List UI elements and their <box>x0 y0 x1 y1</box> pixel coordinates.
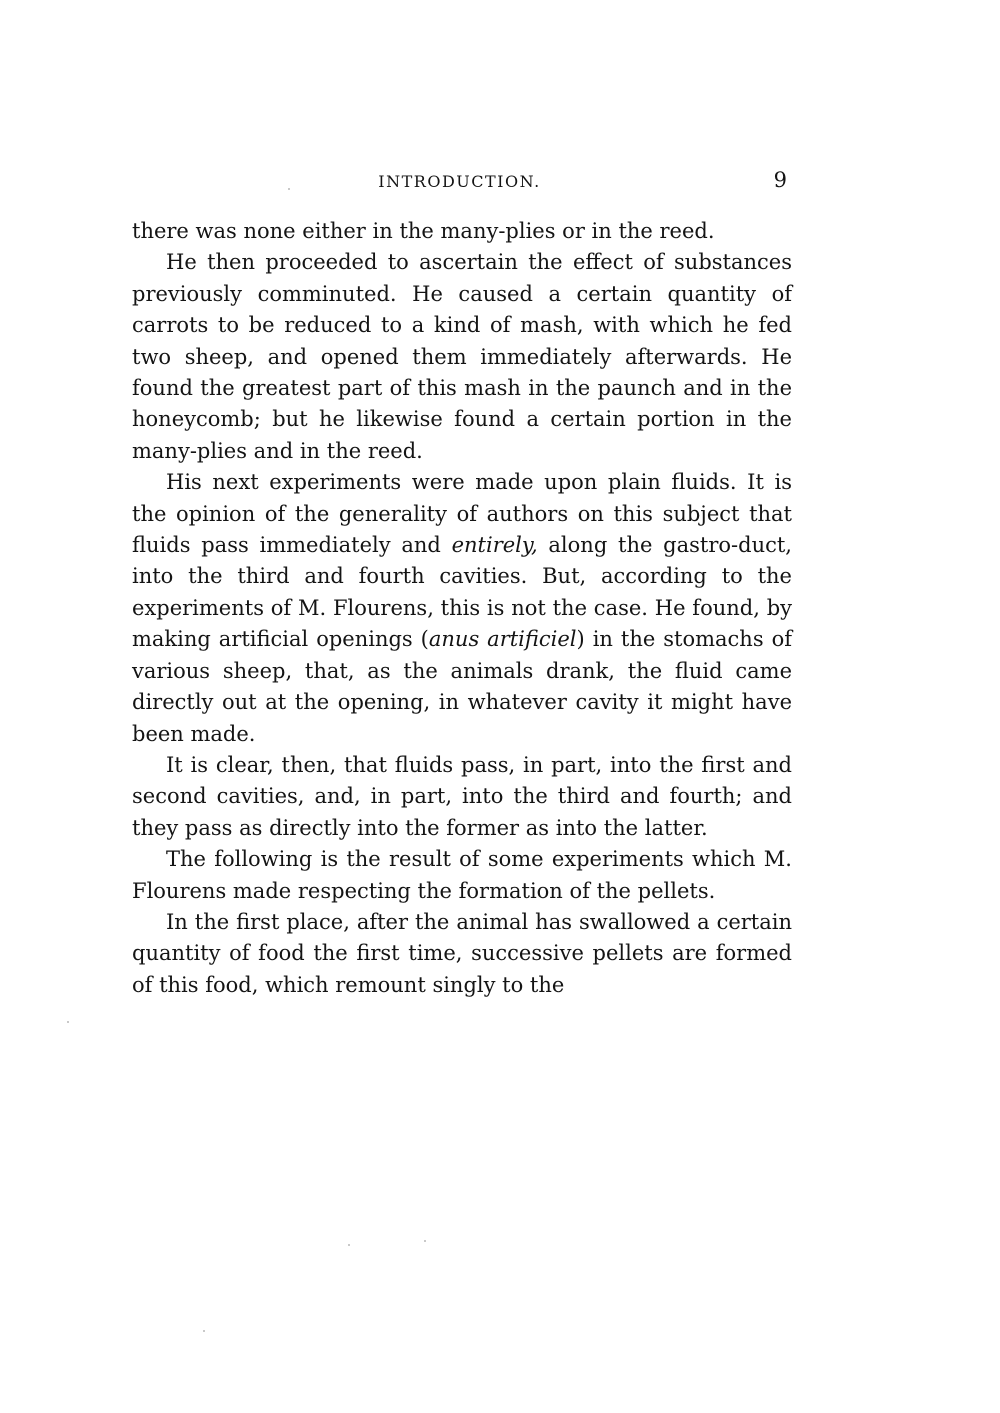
text-run: The following is the result of some experiments which M. Flourens made respecting the formation of the pellets. <box>132 847 792 903</box>
paragraph <box>132 467 792 750</box>
paper-speck <box>203 1330 205 1332</box>
paragraph <box>132 750 792 844</box>
paragraph <box>132 216 792 247</box>
paragraph <box>132 907 792 1001</box>
running-title: INTRODUCTION. <box>378 172 541 191</box>
paragraph <box>132 247 792 467</box>
paper-speck <box>348 1244 350 1246</box>
text-run: His next experiments were made upon plain fluids. It is the opinion of the generality of authors on this subject that fluids pass immediately and <box>132 470 792 558</box>
italic-run: anus artificiel <box>428 627 577 652</box>
body-text <box>132 216 792 1001</box>
text-run: It is clear, then, that fluids pass, in part, into the first and second cavities, and, in part, into the third and fourth; and they pass as directly into the former as into the latter. <box>132 752 792 840</box>
paragraph <box>132 844 792 907</box>
text-run: In the first place, after the animal has swallowed a certain quantity of food the first time, successive pellets are formed of this food, which remount singly to the <box>132 909 792 997</box>
text-run: He then proceeded to ascertain the effect of substances previously comminuted. He caused a certain quantity of carrots to be reduced to a kind of mash, with which he fed two sheep, and opened them immediately afterwards. He found the greatest part of this mash in the paunch and in the honeycomb; but he likewise found a certain portion in the many-plies and in the reed. <box>132 250 792 463</box>
paper-speck <box>288 188 290 190</box>
italic-run: entirely, <box>451 533 538 558</box>
paper-speck <box>424 1240 426 1242</box>
running-head <box>132 170 787 196</box>
text-run: ) in the stomachs of various sheep, that, as the animals drank, the fluid came directly out at the opening, in whatever cavity it might have been made. <box>132 627 792 746</box>
paper-speck <box>67 1021 69 1023</box>
page-number: 9 <box>773 168 787 192</box>
text-run: along the gastro-duct, into the third and fourth cavities. But, according to the experiments of M. Flourens, this is not the case. He found, by making artificial openings ( <box>132 533 792 652</box>
text-run: there was none either in the many-plies or in the reed. <box>132 219 715 243</box>
